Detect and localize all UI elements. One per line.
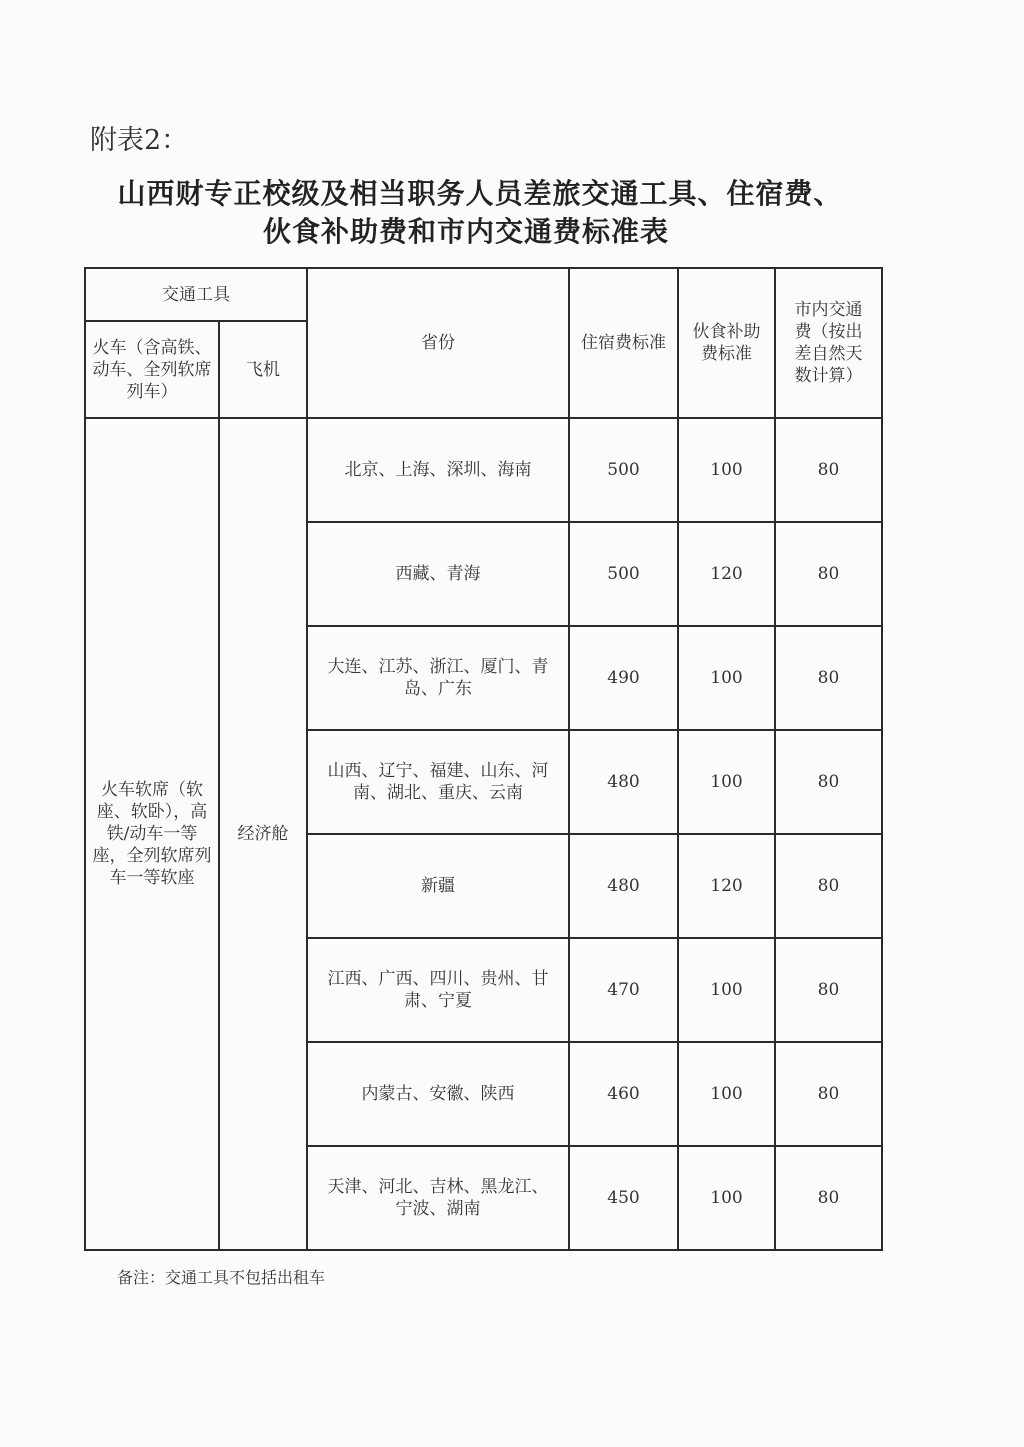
meal-cell: 120 xyxy=(678,834,775,938)
lodging-cell: 480 xyxy=(569,730,678,834)
local-transport-cell: 80 xyxy=(775,522,882,626)
local-transport-cell: 80 xyxy=(775,626,882,730)
local-transport-cell: 80 xyxy=(775,834,882,938)
lodging-cell: 500 xyxy=(569,522,678,626)
province-cell: 大连、江苏、浙江、厦门、青岛、广东 xyxy=(307,626,569,730)
province-cell: 西藏、青海 xyxy=(307,522,569,626)
plane-class-cell: 经济舱 xyxy=(219,418,307,1250)
lodging-cell: 490 xyxy=(569,626,678,730)
table-row xyxy=(85,418,882,522)
local-transport-cell: 80 xyxy=(775,418,882,522)
meal-cell: 100 xyxy=(678,730,775,834)
meal-cell: 100 xyxy=(678,418,775,522)
header-train: 火车（含高铁、动车、全列软席列车） xyxy=(85,321,219,418)
local-transport-cell: 80 xyxy=(775,938,882,1042)
header-meal: 伙食补助费标准 xyxy=(678,268,775,418)
header-local-transport: 市内交通费（按出差自然天数计算） xyxy=(775,268,882,418)
standards-table xyxy=(84,267,883,1251)
lodging-cell: 500 xyxy=(569,418,678,522)
lodging-cell: 450 xyxy=(569,1146,678,1250)
meal-cell: 100 xyxy=(678,626,775,730)
header-plane: 飞机 xyxy=(219,321,307,418)
footnote: 备注：交通工具不包括出租车 xyxy=(117,1268,326,1287)
lodging-cell: 460 xyxy=(569,1042,678,1146)
lodging-cell: 480 xyxy=(569,834,678,938)
header-province: 省份 xyxy=(307,268,569,418)
document-title-line2: 伙食补助费和市内交通费标准表 xyxy=(262,215,669,248)
province-cell: 北京、上海、深圳、海南 xyxy=(307,418,569,522)
meal-cell: 100 xyxy=(678,938,775,1042)
province-cell: 天津、河北、吉林、黑龙江、宁波、湖南 xyxy=(307,1146,569,1250)
train-class-cell: 火车软席（软座、软卧），高铁/动车一等座，全列软席列车一等软座 xyxy=(85,418,219,1250)
local-transport-cell: 80 xyxy=(775,1042,882,1146)
meal-cell: 120 xyxy=(678,522,775,626)
document-title-line1: 山西财专正校级及相当职务人员差旅交通工具、住宿费、 xyxy=(117,177,843,210)
header-lodging: 住宿费标准 xyxy=(569,268,678,418)
lodging-cell: 470 xyxy=(569,938,678,1042)
province-cell: 新疆 xyxy=(307,834,569,938)
local-transport-cell: 80 xyxy=(775,730,882,834)
local-transport-cell: 80 xyxy=(775,1146,882,1250)
province-cell: 江西、广西、四川、贵州、甘肃、宁夏 xyxy=(307,938,569,1042)
appendix-label: 附表2： xyxy=(90,125,189,156)
header-transport-group: 交通工具 xyxy=(85,268,307,321)
province-cell: 山西、辽宁、福建、山东、河南、湖北、重庆、云南 xyxy=(307,730,569,834)
meal-cell: 100 xyxy=(678,1146,775,1250)
meal-cell: 100 xyxy=(678,1042,775,1146)
province-cell: 内蒙古、安徽、陕西 xyxy=(307,1042,569,1146)
